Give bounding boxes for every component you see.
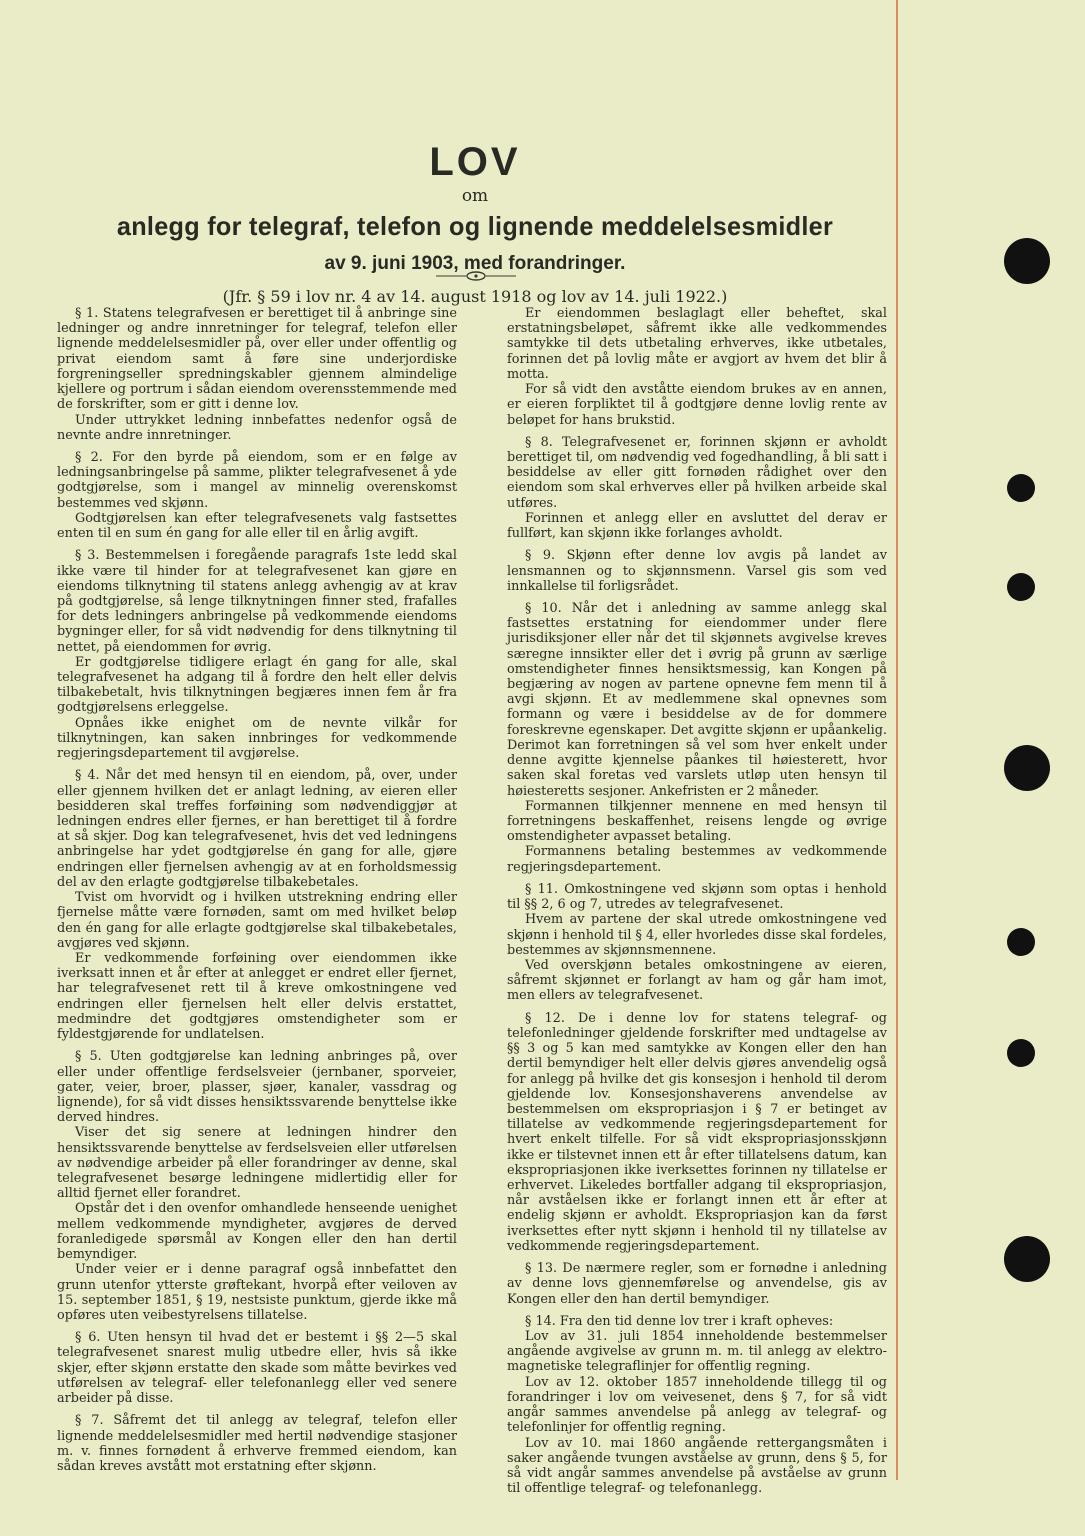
heading-lov: LOV <box>429 140 521 184</box>
paragraph: For så vidt den avståtte eiendom brukes av en annen, er eieren forpliktet til å godtgjøre denne lovlig rente av beløpet for hans brukstid. <box>507 382 887 428</box>
punch-hole-icon <box>1004 238 1050 284</box>
paragraph: Er vedkommende forføining over eiendommen ikke iverksatt innen et år efter at anlegget er endret eller fjernet, har telegrafvesenet rett til å kreve omkostningene ved endringen eller fjernelsen helt eller delvis erstattet, medmindre det godtgjøres omstendigheter som er fyldestgjørende for undlatelsen. <box>57 950 457 1043</box>
paragraph: Godtgjørelsen kan efter telegrafvesenets valg fastsettes enten til en sum én gang for alle eller til en årlig avgift. <box>57 510 457 542</box>
section-paragraph: § 8. Telegrafvesenet er, forinnen skjønn er avholdt berettiget til, om nødvendig ved fogedhandling, å bli satt i besiddelse av eller gitt fornøden rådighet over den eiendom som skal erhverves eller på hvilken arbeide skal utføres. <box>507 434 887 511</box>
section-paragraph: § 13. De nærmere regler, som er fornødne i anledning av denne lovs gjennemførelse og anvendelse, gis av Kongen eller den han dertil bemyndiger. <box>507 1261 887 1307</box>
ornament-divider-icon <box>436 270 516 282</box>
right-column <box>507 306 887 1496</box>
cross-reference: (Jfr. § 59 i lov nr. 4 av 14. august 1918 og lov av 14. juli 1922.) <box>222 287 728 306</box>
paragraph: Er godtgjørelse tidligere erlagt én gang for alle, skal telegrafvesenet ha adgang til å fordre den helt eller delvis tilbakebetalt, hvis tilknytningen begjæres innen fem år fra godtgjørelsens erleggelse. <box>57 654 457 716</box>
paragraph: Lov av 10. mai 1860 angående rettergangsmåten i saker angående tvungen avståelse av grunn, dens § 5, for så vidt angår sammes anvendelse på avståelse av grunn til offentlige telegraf- og telefonanlegg. <box>507 1435 887 1497</box>
section-paragraph: § 5. Uten godtgjørelse kan ledning anbringes på, over eller under offentlige ferdselsveier (jernbaner, sporveier, gater, veier, broer, plasser, sjøer, kanaler, vassdrag og lignende), for så vidt disses hensiktssvarende benyttelse ikke derved hindres. <box>57 1049 457 1126</box>
title-block <box>60 140 890 308</box>
paragraph: Opnåes ikke enighet om de nevnte vilkår for tilknytningen, kan saken innbringes for vedkommende regjeringsdepartement til avgjørelse. <box>57 715 457 762</box>
paragraph: Viser det sig senere at ledningen hindrer den hensiktssvarende benyttelse av ferdselsveien eller utførelsen av nødvendige arbeider på eller forandringer av denne, skal telegrafvesenet besørge ledningene midlertidig eller for alltid fjernet eller forandret. <box>57 1125 457 1202</box>
paragraph: Under uttrykket ledning innbefattes nedenfor også de nevnte andre innretninger. <box>57 412 457 443</box>
section-paragraph: § 3. Bestemmelsen i foregående paragrafs 1ste ledd skal ikke være til hinder for at telegrafvesenet kan gjøre en eiendoms tilknytning til statens anlegg avhengig av at krav på godtgjørelse, så lenge tilknytningen finner sted, frafalles for dets ledningers anbringelse på vedkommende eiendoms bygninger eller, for så vidt nødvendig for dens tilknytning til nettet, på eiendommen for øvrig. <box>57 548 457 655</box>
paragraph: Formannen tilkjenner mennene en med hensyn til forretningens beskaffenhet, reisens lengde og øvrige omstendigheter avpasset betaling. <box>507 798 887 845</box>
punch-hole-icon <box>1007 573 1035 601</box>
section-paragraph: § 7. Såfremt det til anlegg av telegraf, telefon eller lignende meddelelsesmidler med hertil nødvendige stasjoner m. v. finnes fornødent å erhverve fremmed eiendom, kan sådan kreves avstått mot erstatning efter skjønn. <box>57 1413 457 1474</box>
left-column <box>57 306 457 1474</box>
margin-rule <box>896 0 898 1480</box>
section-paragraph: § 2. For den byrde på eiendom, som er en følge av ledningsanbringelse på samme, plikter telegrafvesenet å yde godtgjørelse, som i mangel av minnelig overenskomst bestemmes ved skjønn. <box>57 449 457 511</box>
paragraph: Hvem av partene der skal utrede omkostningene ved skjønn i henhold til § 4, eller hvorledes disse skal fordeles, bestemmes av skjønnsmennene. <box>507 912 887 958</box>
paragraph: Opstår det i den ovenfor omhandlede henseende uenighet mellem vedkommende myndigheter, avgjøres de derved foranledigede spørsmål av Kongen eller den han dertil bemyndiger. <box>57 1201 457 1263</box>
section-paragraph: § 14. Fra den tid denne lov trer i kraft opheves: <box>525 1313 834 1329</box>
punch-hole-icon <box>1004 1236 1050 1282</box>
paragraph: Lov av 12. oktober 1857 inneholdende tillegg til og forandringer i lov om veivesenet, dens § 7, for så vidt angår sammes anvendelse på anlegg av telegraf- og telefonlinjer for offentlig regning. <box>507 1374 887 1436</box>
section-paragraph: § 11. Omkostningene ved skjønn som optas i henhold til §§ 2, 6 og 7, utredes av telegrafvesenet. <box>507 881 887 913</box>
section-paragraph: § 12. De i denne lov for statens telegraf- og telefonledninger gjeldende forskrifter med undtagelse av §§ 3 og 5 kan med samtykke av Kongen eller den han dertil bemyndiger helt eller delvis gjøres anvendelig også for anlegg på hvilke det gis konsesjon i henhold til derom gjeldende lov. Konsesjonshaverens anvendelse av bestemmelsen om ekspropriasjon i § 7 er betinget av tillatelse av vedkommende regjeringsdepartement for hvert enkelt tilfelle. For så vidt ekspropriasjonsskjønn ikke er tilstevnet innen ett år efter tillatelsens datum, kan ekspropriasjonen ikke iverksettes forinnen ny tillatelse er erhvervet. Likeledes bortfaller adgang til ekspropriasjon, når avståelsen ikke er forlangt innen ett år efter at endelig skjønn er avholdt. Ekspropriasjon kan da først iverksettes efter nytt skjønn i henhold til ny tillatelse av vedkommende regjeringsdepartement. <box>507 1010 887 1254</box>
paragraph: Lov av 31. juli 1854 inneholdende bestemmelser angående avgivelse av grunn m. m. til anlegg av elektro-magnetiske telegraflinjer for offentlig regning. <box>507 1329 887 1375</box>
paragraph: Tvist om hvorvidt og i hvilken utstrekning endring eller fjernelse måtte være fornøden, samt om med hvilket beløp den én gang for alle erlagte godtgjørelse skal tilbakebetales, avgjøres ved skjønn. <box>57 890 457 951</box>
law-title: anlegg for telegraf, telefon og lignende meddelelsesmidler <box>116 211 834 241</box>
law-date: av 9. juni 1903, med forandringer. <box>324 253 626 274</box>
paragraph: Formannens betaling bestemmes av vedkommende regjeringsdepartement. <box>507 844 887 875</box>
paragraph: Ved overskjønn betales omkostningene av eieren, såfremt skjønnet er forlangt av ham og går ham imot, men ellers av telegrafvesenet. <box>507 957 887 1004</box>
paragraph: Er eiendommen beslaglagt eller beheftet, skal erstatningsbeløpet, såfremt ikke alle vedkommendes samtykke til dets utbetaling erhverves, ikke utbetales, forinnen det på lovlig måte er avgjort av hvem det blir å motta. <box>507 306 887 382</box>
punch-hole-icon <box>1004 745 1050 791</box>
section-paragraph: § 10. Når det i anledning av samme anlegg skal fastsettes erstatning for eiendommer under flere jurisdiksjoner eller når det til skjønnets avgivelse kreves særegne innsikter eller det i øvrig på grunn av særlige omstendigheter finnes hensiktsmessig, kan Kongen på begjæring av nogen av partene opnevne fem menn til å avgi skjønn. Et av medlemmene skal opnevnes som formann og være i besiddelse av de for dommere foreskrevne egenskaper. Det avgitte skjønn er upåankelig. Derimot kan forretningen så vel som hver enkelt under denne avgitte kjennelse påankes til høiesterett, hvor saken skal foretas ved varslets utløp uten hensyn til høiesteretts sesjoner. Ankefristen er 2 måneder. <box>507 600 887 799</box>
section-paragraph: § 1. Statens telegrafvesen er berettiget til å anbringe sine ledninger og andre innretninger for telegraf, telefon eller lignende meddelelsesmidler på, over eller under offentlig og privat eiendom samt å føre sine underjordiske forgreningseller spredningskabler gjennem almindelige kjellere og portrum i sådan eiendom overensstemmende med de forskrifter, som er gitt i denne lov. <box>57 306 457 413</box>
punch-hole-icon <box>1007 1039 1035 1067</box>
section-paragraph: § 9. Skjønn efter denne lov avgis på landet av lensmannen og to skjønnsmenn. Varsel gis som ved innkallelse til forligsrådet. <box>507 548 887 594</box>
paragraph: Under veier er i denne paragraf også innbefattet den grunn utenfor ytterste grøftekant, hvorpå efter veiloven av 15. september 1851, § 19, nestsiste punktum, gjerde ikke må opføres uten veibestyrelsens tillatelse. <box>57 1262 457 1323</box>
paragraph: Forinnen et anlegg eller en avsluttet del derav er fullført, kan skjønn ikke forlanges avholdt. <box>507 510 887 542</box>
section-paragraph: § 4. Når det med hensyn til en eiendom, på, over, under eller gjennem hvilken det er anlagt ledning, av eieren eller besidderen skal treffes forføining som nødvendiggjør at ledningen endres eller fjernes, er han berettiget til å fordre at så skjer. Dog kan telegrafvesenet, hvis det ved ledningens anbringelse har ydet godtgjørelse én gang for alle, gjøre endringen eller fjernelsen avhengig av at en forholdsmessig del av den erlagte godtgjørelse tilbakebetales. <box>57 768 457 890</box>
section-paragraph: § 6. Uten hensyn til hvad det er bestemt i §§ 2—5 skal telegrafvesenet snarest mulig utbedre eller, hvis så ikke skjer, efter skjønn erstatte den skade som måtte bevirkes ved utførelsen av telegraf- eller telefonanlegg eller ved senere arbeider på disse. <box>57 1330 457 1407</box>
punch-hole-icon <box>1007 928 1035 956</box>
heading-om: om <box>461 186 489 206</box>
punch-hole-icon <box>1007 474 1035 502</box>
